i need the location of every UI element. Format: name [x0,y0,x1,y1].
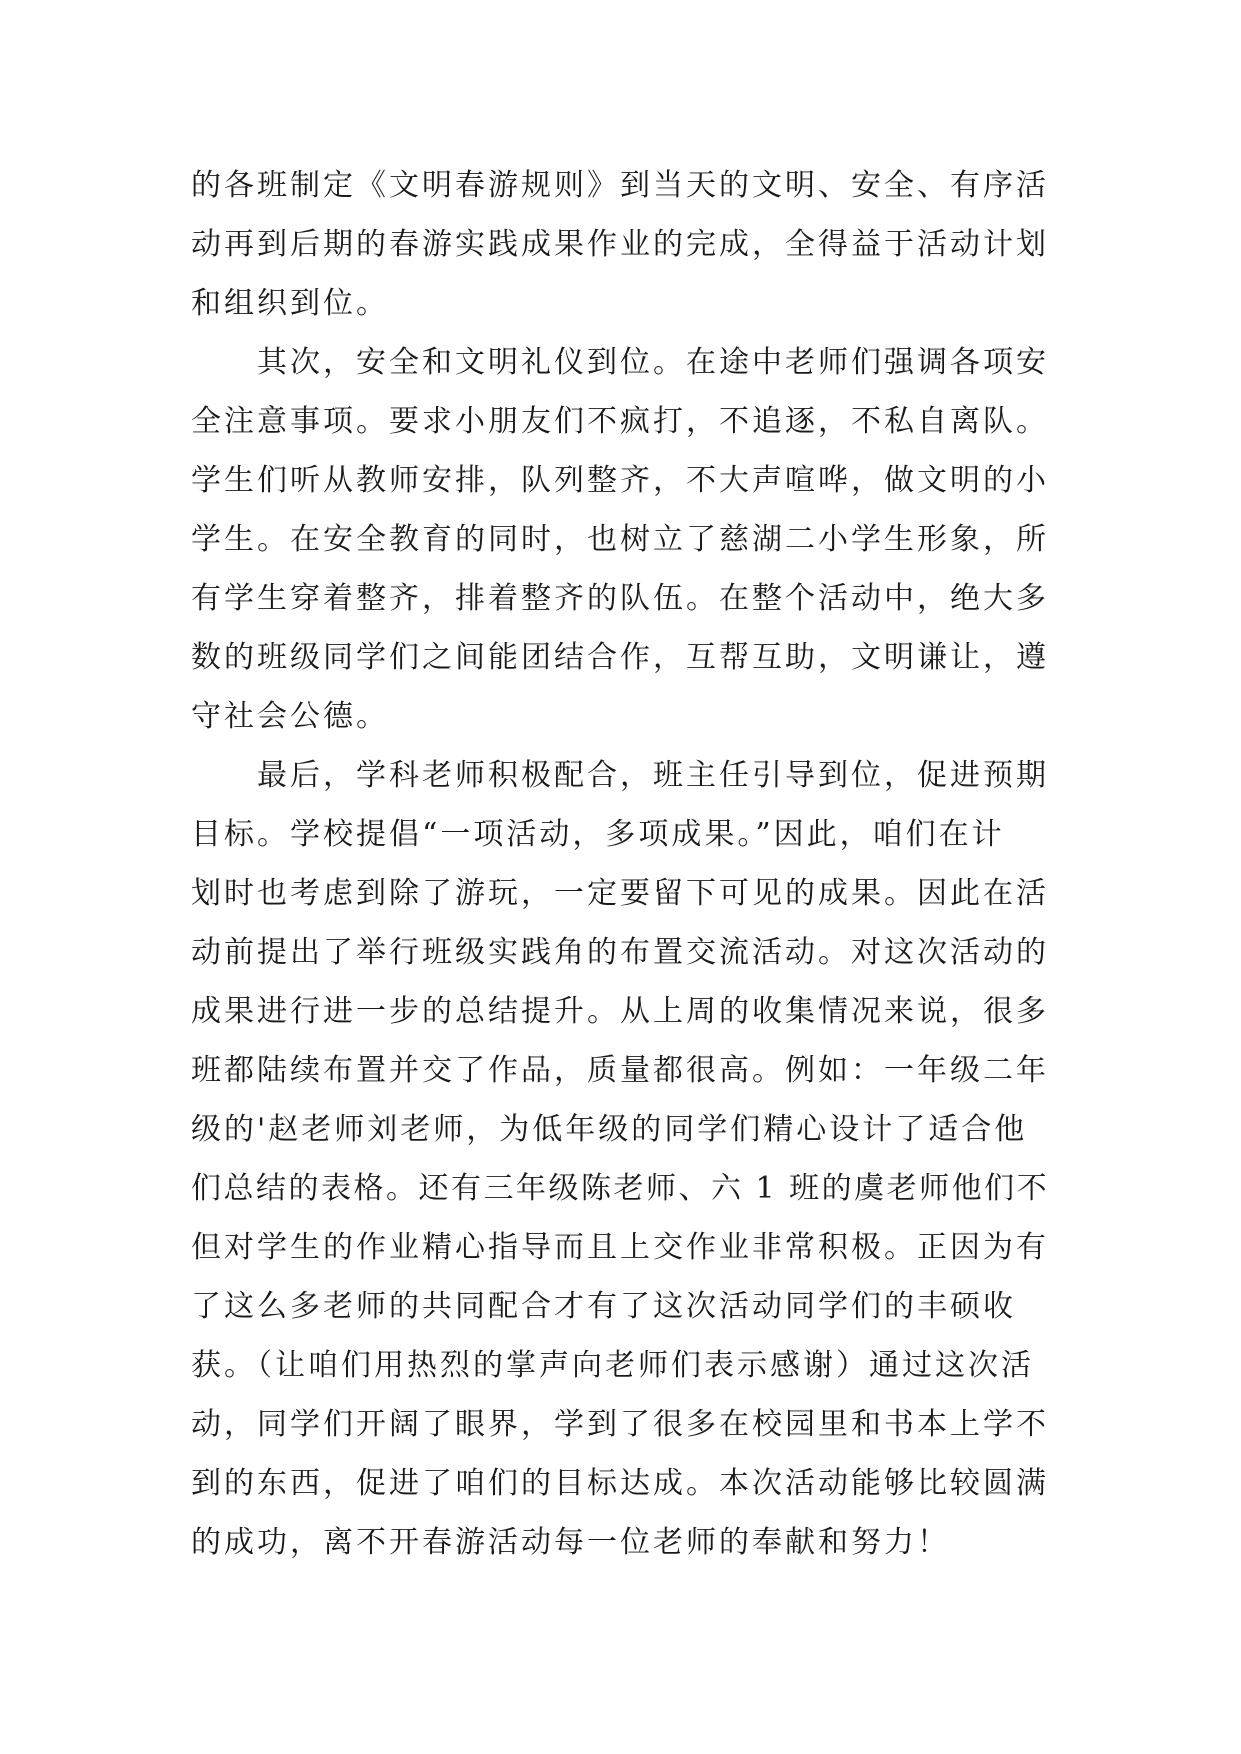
text-line: 划时也考虑到除了游玩，一定要留下可见的成果。因此在活 [191,876,1049,911]
text-line: 到的东西，促进了咱们的目标达成。本次活动能够比较圆满 [191,1466,1049,1501]
text-line: 全注意事项。要求小朋友们不疯打，不追逐，不私自离队。 [191,404,1049,439]
text-line: 但对学生的作业精心指导而且上交作业非常积极。正因为有 [191,1230,1049,1265]
paragraph-start-line: 其次，安全和文明礼仪到位。在途中老师们强调各项安 [257,345,1049,380]
text-line: 动再到后期的春游实践成果作业的完成，全得益于活动计划 [191,227,1049,262]
text-line: 们总结的表格。还有三年级陈老师、六 1 班的虞老师他们不 [191,1171,1050,1206]
text-line: 成果进行进一步的总结提升。从上周的收集情况来说，很多 [191,994,1049,1029]
text-line: 动，同学们开阔了眼界，学到了很多在校园里和书本上学不 [191,1407,1049,1442]
text-line: 了这么多老师的共同配合才有了这次活动同学们的丰硕收 [191,1289,1016,1324]
text-line: 有学生穿着整齐，排着整齐的队伍。在整个活动中，绝大多 [191,581,1049,616]
text-line: 班都陆续布置并交了作品，质量都很高。例如：一年级二年 [191,1053,1049,1088]
text-line: 学生。在安全教育的同时，也树立了慈湖二小学生形象，所 [191,522,1049,557]
text-line: 守社会公德。 [191,699,389,734]
paragraph-start-line: 最后，学科老师积极配合，班主任引导到位，促进预期 [257,758,1049,793]
text-line: 获。（让咱们用热烈的掌声向老师们表示感谢）通过这次活 [191,1348,1034,1383]
text-line: 和组织到位。 [191,286,389,321]
text-line: 动前提出了举行班级实践角的布置交流活动。对这次活动的 [191,935,1049,970]
text-line: 的各班制定《文明春游规则》到当天的文明、安全、有序活 [191,168,1049,203]
text-line: 级的'赵老师刘老师，为低年级的同学们精心设计了适合他 [191,1112,1028,1147]
text-line: 数的班级同学们之间能团结合作，互帮互助，文明谦让，遵 [191,640,1049,675]
text-line: 学生们听从教师安排，队列整齐，不大声喧哗，做文明的小 [191,463,1049,498]
document-body [191,156,1051,1572]
text-line: 的成功，离不开春游活动每一位老师的奉献和努力！ [191,1525,950,1560]
text-line: 目标。学校提倡“一项活动，多项成果。”因此，咱们在计 [191,817,1005,852]
